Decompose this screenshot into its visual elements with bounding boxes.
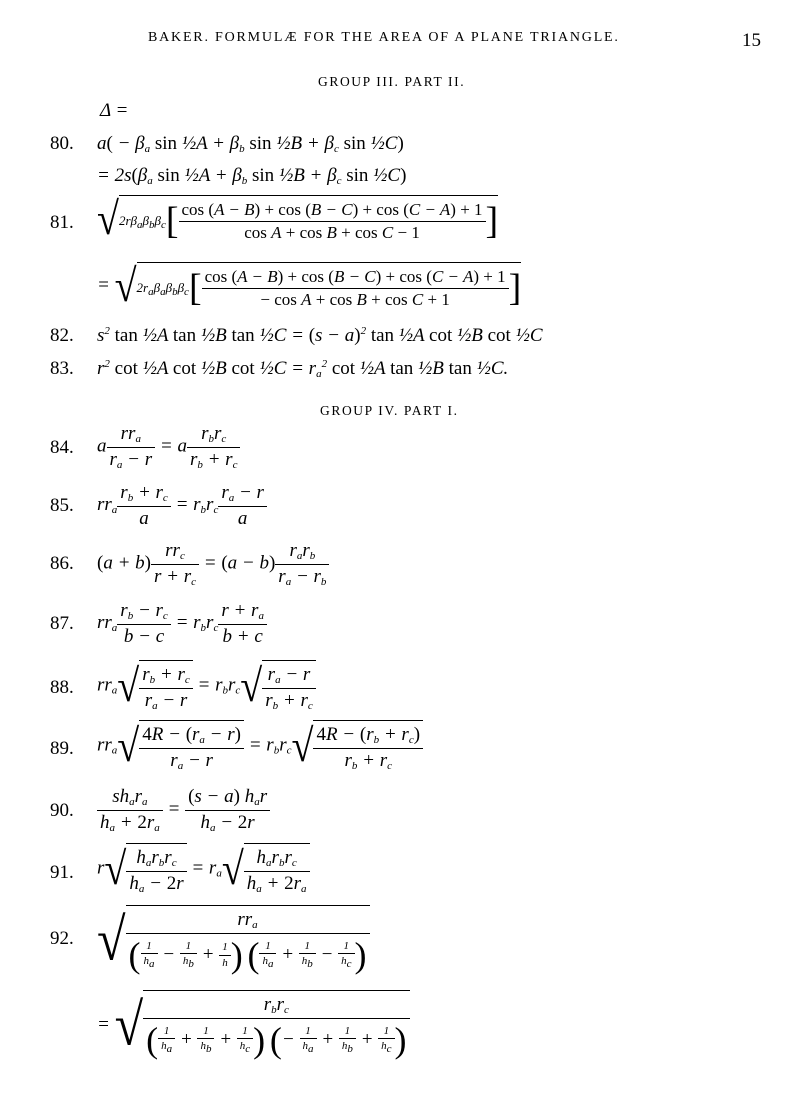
equation-87: $rr_a$ $\frac{r_b - r_c}{b - c}$ = $r_br_c$ $\frac{r + r_a}{b + c}$ [97, 600, 267, 647]
equation-84: a $rr_a$ $r_a - r$ = a $r_br_c$ $r_b + r_c$ [97, 423, 240, 471]
equation-88: $rr_a√$ $\frac{r_b + r_c}{r_a - r}$ = $r_br_c√$ $\frac{r_a - r}{r_b + r_c}$ [97, 660, 316, 712]
equation-82: $s^2$ tan ½A tan ½B tan ½C = $(s - a)^2$ tan ½A cot ½B cot ½C [97, 325, 543, 346]
equation-89: $rr_a√$ $\frac{4R - (r_a - r)}{r_a - r}$ = $r_br_c√$ $\frac{4R - (r_b + r_c)}{r_b + r_c}$ [97, 720, 423, 772]
group-heading: GROUP IV. PART I. [320, 403, 459, 418]
equation-number: 88. [50, 677, 74, 698]
equation-90: $sh_ar_a$ $h_a + 2r_a$ = (s − a) $h_ar$ $h_a - 2r$ [97, 786, 270, 834]
equation-number: 82. [50, 325, 74, 346]
equation-80-line-2: = $2s(\beta_a$ sin ½A + $\beta_b$ sin ½B + $\beta_c$ sin ½C) [97, 165, 407, 187]
equation-number: 89. [50, 738, 74, 759]
equation-91: r√ $h_ar_br_c$ $h_a - 2r$ = $r_a√$ $h_ar_br_c$ $h_a + 2r_a$ [97, 843, 310, 895]
equation-number: 87. [50, 613, 74, 634]
page-number: 15 [742, 30, 761, 51]
equation-number: 91. [50, 862, 74, 883]
equation-85: $rr_a$ $\frac{r_b + r_c}{a}$ = $r_br_c$ $\frac{r_a - r}{a}$ [97, 482, 267, 529]
equation-number: 84. [50, 437, 74, 458]
equation-92-line-2: = √ $r_br_c$ ( $\frac{1}{h_a}$ + $\frac{1}{h_b}$ + $\frac{1}{h_c}$ ) (− $\frac{1}{h_a}$ + $\frac{1}{h_b}$ + $\frac{1}{h_c}$ ) [97, 990, 410, 1061]
equation-number: 81. [50, 212, 74, 233]
group-heading: GROUP III. PART II. [318, 74, 466, 89]
equation-number: 90. [50, 800, 74, 821]
equation-83: $r^2$ cot ½A cot ½B cot ½C = $r_a^2$ cot ½A tan ½B tan ½C. [97, 358, 509, 380]
running-title: BAKER. FORMULÆ FOR THE AREA OF A PLANE TRIANGLE. [148, 30, 620, 45]
equation-number: 83. [50, 358, 74, 379]
equation-number: 80. [50, 133, 74, 154]
equation-81-line-2: = $√2r_a\beta_a\beta_b\beta_c$[ $\frac{\cos (A - B) + \cos (B - C) + \cos (C - A) + 1}{\text{− cos A + cos B + cos C + 1}}$ ] [97, 259, 522, 312]
equation-92-line-1: √ $rr_a$ ( $\frac{1}{h_a}$ − $\frac{1}{h_b}$ + $\frac{1}{h}$ ) ( $\frac{1}{h_a}$ + $\frac{1}{h_b}$ − $\frac{1}{h_c}$ ) [97, 905, 370, 976]
delta-intro: Δ = [100, 100, 129, 121]
equation-number: 85. [50, 495, 74, 516]
equation-number: 92. [50, 928, 74, 949]
equation-number: 86. [50, 553, 74, 574]
equation-81-line-1: $√2r\beta_a\beta_b\beta_c$[ $\frac{\cos (A - B) + \cos (B - C) + \cos (C - A) + 1}{\text{cos A + cos B + cos C − 1}}$ ] [97, 192, 499, 245]
equation-86: (a + b) $rr_c$ $r + r_c$ = (a − b) $r_ar_b$ $r_a - r_b$ [97, 540, 329, 588]
equation-80-line-1: $a( - \beta_a$ sin ½A + $\beta_b$ sin ½B + $\beta_c$ sin ½C) [97, 133, 404, 155]
